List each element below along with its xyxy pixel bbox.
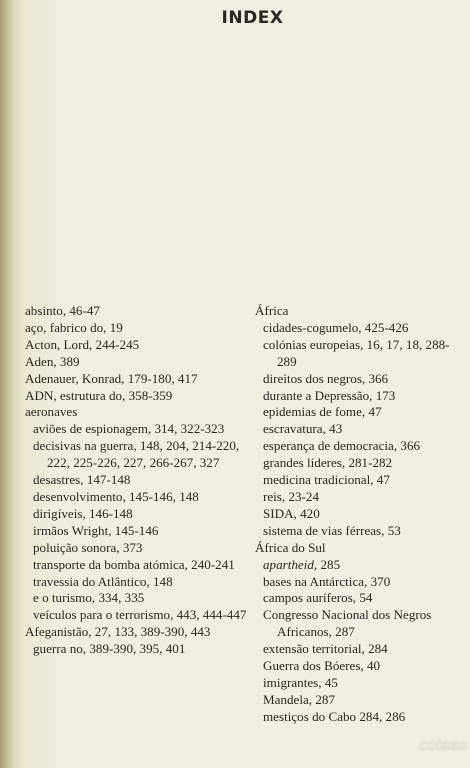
index-subentry: veículos para o terrorismo, 443, 444-447 xyxy=(33,607,247,623)
index-entry: Acton, Lord, 244-245 xyxy=(25,336,140,352)
index-subentry: mestiços do Cabo 284, 286 xyxy=(263,708,406,724)
index-subentry: irmãos Wright, 145-146 xyxy=(33,522,159,538)
index-entry: África do Sul xyxy=(255,539,326,555)
index-subentry: esperança de democracia, 366 xyxy=(263,438,421,454)
index-subentry: cidades-cogumelo, 425-426 xyxy=(263,319,409,335)
index-subentry: escravatura, 43 xyxy=(263,421,343,437)
italic-term: apartheid xyxy=(263,556,314,572)
index-subentry: extensão territorial, 284 xyxy=(263,641,388,657)
index-column-right xyxy=(255,303,467,726)
index-column-left xyxy=(25,303,247,658)
index-entry: absinto, 46-47 xyxy=(25,303,100,318)
index-subentry: grandes líderes, 281-282 xyxy=(263,455,393,471)
index-subentry: guerra no, 389-390, 395, 401 xyxy=(33,641,186,657)
index-subentry: poluição sonora, 373 xyxy=(33,539,143,555)
index-subentry: Mandela, 287 xyxy=(263,691,335,707)
index-entry: Aden, 389 xyxy=(25,353,80,369)
page-title: INDEX xyxy=(221,8,284,28)
index-subentry: SIDA, 420 xyxy=(263,505,320,521)
index-subentry: bases na Antárctica, 370 xyxy=(263,573,391,589)
index-subentry: aviões de espionagem, 314, 322-323 xyxy=(33,421,225,437)
index-subentry: epidemias de fome, 47 xyxy=(263,404,382,420)
index-subentry: colónias europeias, 16, 17, 18, 288-289 xyxy=(263,336,450,369)
index-subentry: direitos dos negros, 366 xyxy=(263,370,389,386)
index-subentry: dirigíveis, 146-148 xyxy=(33,505,133,521)
index-subentry: desenvolvimento, 145-146, 148 xyxy=(33,488,199,504)
index-subentry: transporte da bomba atómica, 240-241 xyxy=(33,556,235,572)
index-subentry: campos auríferos, 54 xyxy=(263,590,373,606)
index-subentry: decisivas na guerra, 148, 204, 214-220, 222, 225-226, 227, 266-267, 327 xyxy=(33,438,240,471)
index-subentry: sistema de vias férreas, 53 xyxy=(263,522,401,538)
index-subentry: e o turismo, 334, 335 xyxy=(33,590,145,606)
index-subentry: medicina tradicional, 47 xyxy=(263,472,390,488)
index-entry: Adenauer, Konrad, 179-180, 417 xyxy=(25,370,198,386)
index-subentry: reis, 23-24 xyxy=(263,488,320,504)
index-subentry: Congresso Nacional dos Negros Africanos, 287 xyxy=(263,607,432,640)
index-subentry-apartheid: apartheid, 285 xyxy=(263,556,341,572)
watermark-logo: coisas xyxy=(418,736,468,754)
index-subentry: durante a Depressão, 173 xyxy=(263,387,396,403)
index-entry: África xyxy=(255,303,289,318)
index-subentry: imigrantes, 45 xyxy=(263,674,338,690)
index-entry: aeronaves xyxy=(25,404,78,420)
index-subentry: desastres, 147-148 xyxy=(33,472,131,488)
index-entry: aço, fabrico do, 19 xyxy=(25,319,123,335)
index-subentry: travessia do Atlântico, 148 xyxy=(33,573,173,589)
index-entry: Afeganistão, 27, 133, 389-390, 443 xyxy=(25,624,211,640)
index-subentry: Guerra dos Bóeres, 40 xyxy=(263,658,381,674)
index-entry: ADN, estrutura do, 358-359 xyxy=(25,387,173,403)
page-spine-shadow xyxy=(0,0,14,768)
